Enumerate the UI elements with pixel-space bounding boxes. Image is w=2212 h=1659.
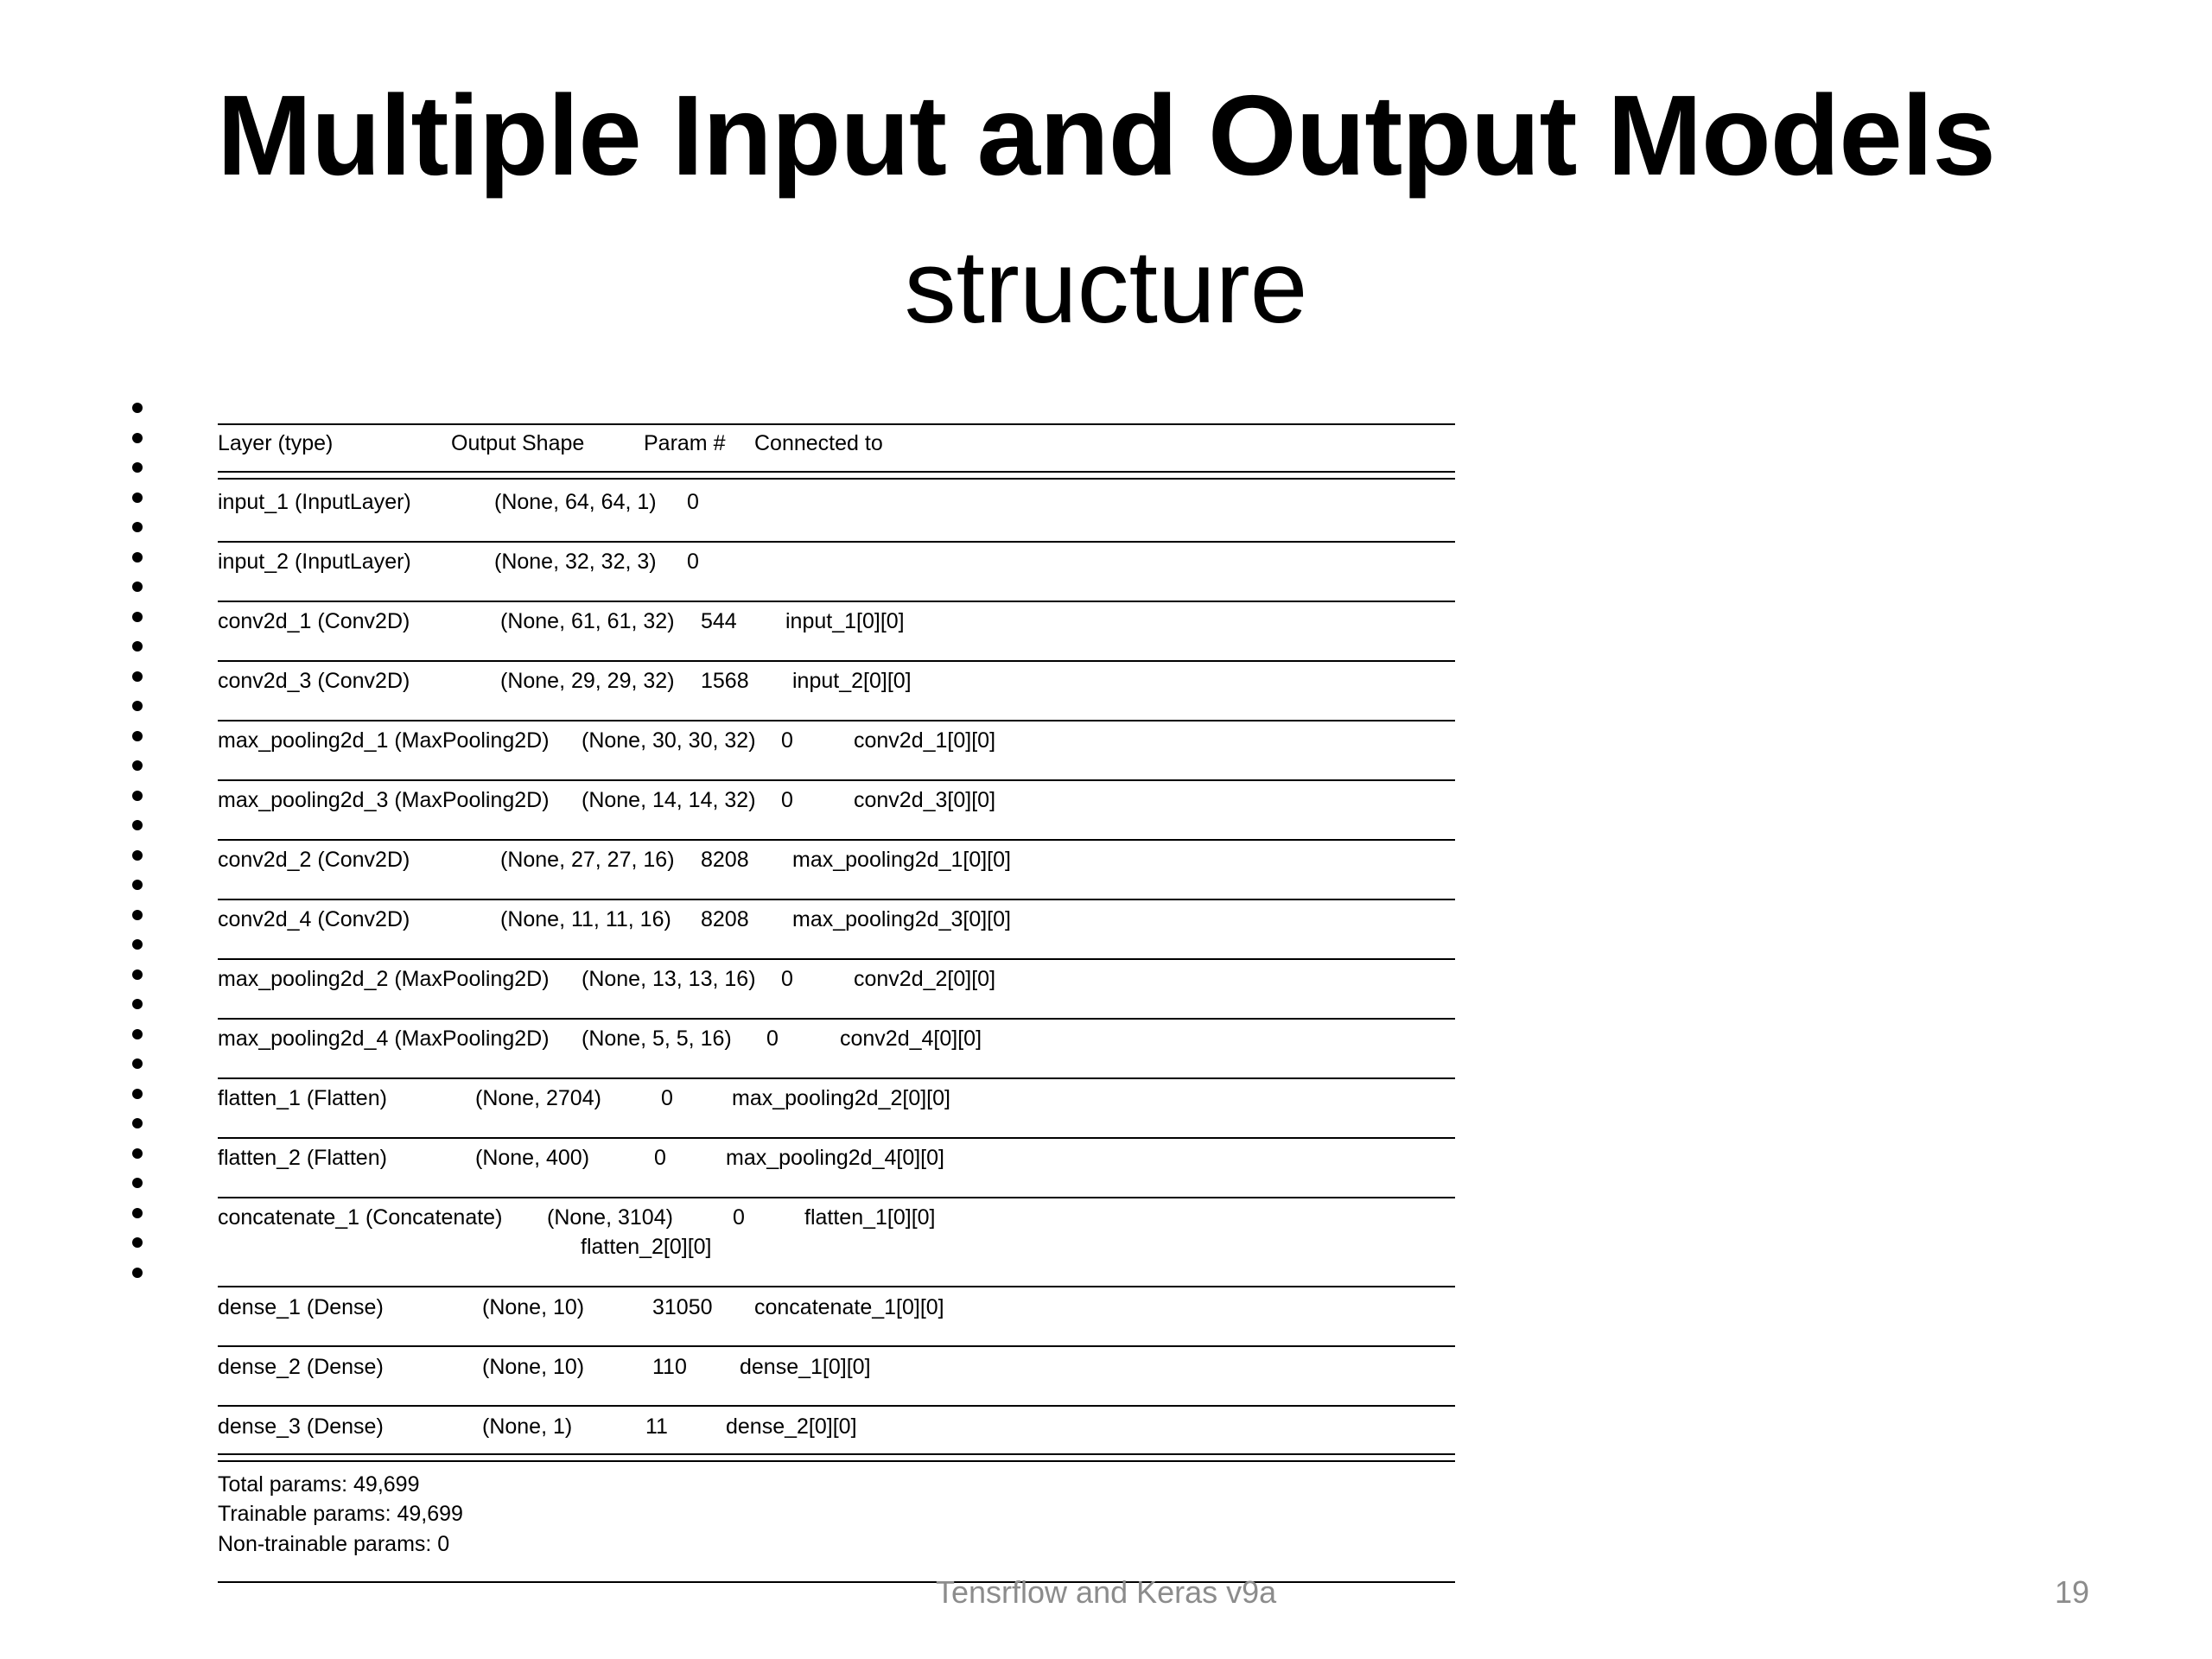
header-layer-type: Layer (type) — [218, 431, 334, 455]
header-connected-to: Connected to — [754, 431, 883, 455]
row-separator — [218, 541, 1455, 543]
row-separator — [218, 1197, 1455, 1198]
layer-name: conv2d_1 (Conv2D) — [218, 609, 410, 633]
param-count: 0 — [781, 728, 793, 753]
connected-to: flatten_1[0][0] — [804, 1205, 936, 1230]
layer-name: input_1 (InputLayer) — [218, 490, 411, 514]
output-shape: (None, 13, 13, 16) — [582, 967, 756, 991]
param-count: 0 — [733, 1205, 745, 1230]
output-shape: (None, 30, 30, 32) — [582, 728, 756, 753]
output-shape: (None, 61, 61, 32) — [500, 609, 675, 633]
layer-name: max_pooling2d_2 (MaxPooling2D) — [218, 967, 550, 991]
output-shape: (None, 2704) — [475, 1086, 601, 1110]
connected-to: conv2d_2[0][0] — [854, 967, 996, 991]
layer-name: max_pooling2d_3 (MaxPooling2D) — [218, 788, 550, 812]
slide-footer: Tensrflow and Keras v9a — [936, 1574, 1277, 1610]
connected-to: conv2d_1[0][0] — [854, 728, 996, 753]
param-total: Total params: 49,699 — [218, 1472, 420, 1497]
connected-to-continuation: flatten_2[0][0] — [581, 1235, 712, 1259]
param-count: 0 — [781, 788, 793, 812]
connected-to: dense_1[0][0] — [740, 1355, 871, 1379]
output-shape: (None, 10) — [482, 1295, 585, 1319]
output-shape: (None, 14, 14, 32) — [582, 788, 756, 812]
param-count: 0 — [654, 1146, 666, 1170]
row-separator — [218, 899, 1455, 900]
param-count: 0 — [781, 967, 793, 991]
summary-header-double-rule — [218, 471, 1455, 480]
connected-to: conv2d_4[0][0] — [840, 1027, 982, 1051]
connected-to: input_1[0][0] — [785, 609, 905, 633]
layer-name: max_pooling2d_1 (MaxPooling2D) — [218, 728, 550, 753]
output-shape: (None, 32, 32, 3) — [494, 550, 657, 574]
slide-subtitle: structure — [904, 229, 1308, 345]
header-param-count: Param # — [644, 431, 726, 455]
param-count: 544 — [701, 609, 737, 633]
row-separator — [218, 720, 1455, 721]
output-shape: (None, 3104) — [547, 1205, 673, 1230]
row-separator — [218, 839, 1455, 841]
connected-to: conv2d_3[0][0] — [854, 788, 996, 812]
layer-name: dense_3 (Dense) — [218, 1414, 384, 1439]
page-number: 19 — [2055, 1574, 2090, 1610]
output-shape: (None, 27, 27, 16) — [500, 848, 675, 872]
connected-to: concatenate_1[0][0] — [754, 1295, 944, 1319]
connected-to: max_pooling2d_2[0][0] — [732, 1086, 950, 1110]
layer-name: flatten_2 (Flatten) — [218, 1146, 387, 1170]
row-separator — [218, 1286, 1455, 1287]
layer-name: conv2d_4 (Conv2D) — [218, 907, 410, 931]
layer-name: dense_2 (Dense) — [218, 1355, 384, 1379]
row-separator — [218, 779, 1455, 781]
row-separator — [218, 1405, 1455, 1407]
param-count: 31050 — [652, 1295, 713, 1319]
row-separator — [218, 1137, 1455, 1139]
layer-name: flatten_1 (Flatten) — [218, 1086, 387, 1110]
param-count: 0 — [687, 550, 699, 574]
param-total: Non-trainable params: 0 — [218, 1532, 450, 1556]
layer-name: concatenate_1 (Concatenate) — [218, 1205, 503, 1230]
param-count: 110 — [652, 1355, 687, 1379]
output-shape: (None, 1) — [482, 1414, 573, 1439]
layer-name: conv2d_3 (Conv2D) — [218, 669, 410, 693]
param-count: 8208 — [701, 848, 749, 872]
row-separator — [218, 1018, 1455, 1020]
param-count: 8208 — [701, 907, 749, 931]
summary-bottom-double-rule — [218, 1453, 1455, 1462]
layer-name: input_2 (InputLayer) — [218, 550, 411, 574]
row-separator — [218, 601, 1455, 602]
row-separator — [218, 958, 1455, 960]
layer-name: dense_1 (Dense) — [218, 1295, 384, 1319]
output-shape: (None, 64, 64, 1) — [494, 490, 657, 514]
layer-name: max_pooling2d_4 (MaxPooling2D) — [218, 1027, 550, 1051]
slide-title: Multiple Input and Output Models — [217, 72, 1995, 199]
row-separator — [218, 660, 1455, 662]
header-output-shape: Output Shape — [451, 431, 585, 455]
row-separator — [218, 1345, 1455, 1347]
param-count: 0 — [687, 490, 699, 514]
output-shape: (None, 11, 11, 16) — [500, 907, 671, 931]
param-count: 0 — [661, 1086, 673, 1110]
connected-to: max_pooling2d_1[0][0] — [792, 848, 1011, 872]
row-separator — [218, 1077, 1455, 1079]
output-shape: (None, 5, 5, 16) — [582, 1027, 732, 1051]
summary-top-rule — [218, 423, 1455, 425]
output-shape: (None, 29, 29, 32) — [500, 669, 675, 693]
output-shape: (None, 10) — [482, 1355, 585, 1379]
param-count: 1568 — [701, 669, 749, 693]
connected-to: max_pooling2d_3[0][0] — [792, 907, 1011, 931]
connected-to: max_pooling2d_4[0][0] — [726, 1146, 944, 1170]
param-total: Trainable params: 49,699 — [218, 1502, 463, 1526]
layer-name: conv2d_2 (Conv2D) — [218, 848, 410, 872]
param-count: 0 — [766, 1027, 779, 1051]
connected-to: dense_2[0][0] — [726, 1414, 857, 1439]
param-count: 11 — [645, 1414, 668, 1439]
connected-to: input_2[0][0] — [792, 669, 912, 693]
output-shape: (None, 400) — [475, 1146, 590, 1170]
